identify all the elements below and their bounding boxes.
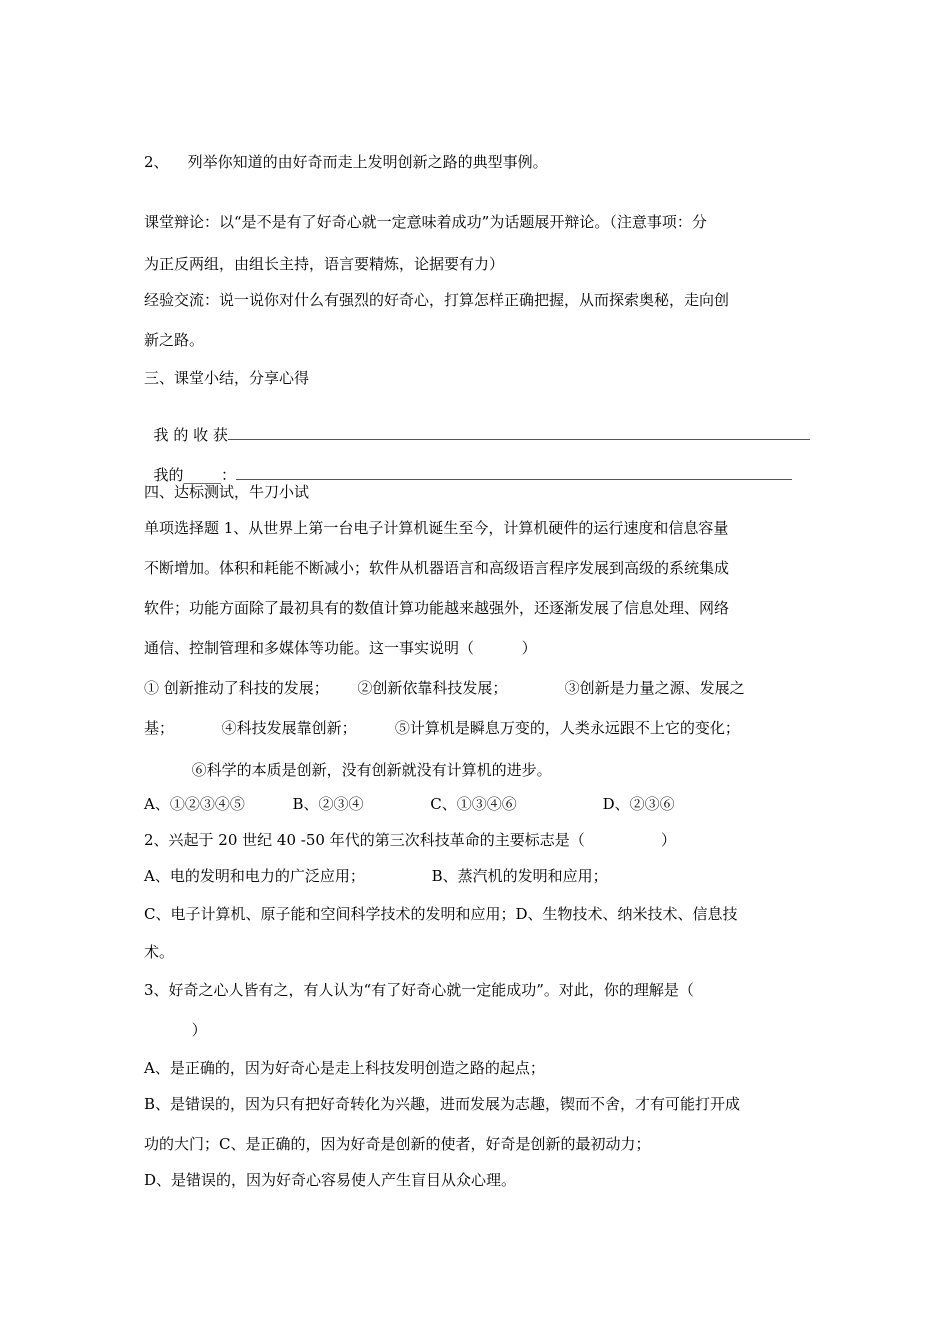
q1-line-1: 单项选择题 1、从世界上第一台电子计算机诞生至今，计算机硬件的运行速度和信息容量 xyxy=(144,519,729,537)
q1-statements-2: 基； ④科技发展靠创新； ⑤计算机是瞬息万变的，人类永远跟不上它的变化； xyxy=(144,719,740,737)
q3-option-b-2: 功的大门；C、是正确的，因为好奇是创新的使者，好奇是创新的最初动力； xyxy=(144,1135,651,1153)
my-answer-line[interactable] xyxy=(236,465,792,480)
q3-line-2: ） xyxy=(144,1021,207,1039)
q1-statements-1: ① 创新推动了科技的发展； ②创新依靠科技发展； ③创新是力量之源、发展之 xyxy=(144,679,745,697)
section-3-heading: 三、课堂小结，分享心得 xyxy=(144,369,310,387)
my-row xyxy=(144,445,792,485)
q3-option-b-1: B、是错误的，因为只有把好奇转化为兴趣，进而发展为志趣，锲而不舍，才有可能打开成 xyxy=(144,1095,741,1113)
q2-options-cd: C、电子计算机、原子能和空间科学技术的发明和应用；D、生物技术、纳米技术、信息技 xyxy=(144,905,738,923)
q3-line-1: 3、好奇之心人皆有之，有人认为“有了好奇心就一定能成功”。对此，你的理解是（ xyxy=(144,981,694,999)
q2-options-cd-2: 术。 xyxy=(144,943,175,961)
q1-line-3: 软件；功能方面除了最初具有的数值计算功能越来越强外，还逐渐发展了信息处理、网络 xyxy=(144,599,730,617)
section-4-heading: 四、达标测试，牛刀小试 xyxy=(144,483,310,501)
q1-statements-3: ⑥科学的本质是创新，没有创新就没有计算机的进步。 xyxy=(144,761,552,779)
q1-line-4: 通信、控制管理和多媒体等功能。这一事实说明（ ） xyxy=(144,639,537,657)
debate-line-1: 课堂辩论：以“是不是有了好奇心就一定意味着成功”为话题展开辩论。（注意事项：分 xyxy=(144,213,707,231)
q2-options-ab: A、电的发明和电力的广泛应用； B、蒸汽机的发明和应用； xyxy=(144,867,608,885)
q1-line-2: 不断增加。体积和耗能不断减小；软件从机器语言和高级语言程序发展到高级的系统集成 xyxy=(144,559,730,577)
gain-row xyxy=(144,405,810,445)
exchange-line-2: 新之路。 xyxy=(144,331,205,349)
debate-line-2: 为正反两组，由组长主持，语言要精炼，论据要有力） xyxy=(144,255,505,273)
q2-line-1: 2、兴起于 20 世纪 40 -50 年代的第三次科技革命的主要标志是（ ） xyxy=(144,831,677,849)
gain-label: 我 的 收 获 xyxy=(153,426,228,444)
q3-option-d: D、是错误的，因为好奇心容易使人产生盲目从众心理。 xyxy=(144,1171,517,1189)
q3-option-a: A、是正确的，因为好奇心是走上科技发明创造之路的起点； xyxy=(144,1059,545,1077)
gain-answer-line[interactable] xyxy=(228,425,810,440)
question-2-intro: 2、 列举你知道的由好奇而走上发明创新之路的典型事例。 xyxy=(144,153,548,171)
exchange-line-1: 经验交流：说一说你对什么有强烈的好奇心，打算怎样正确把握，从而探索奥秘，走向创 xyxy=(144,291,730,309)
q1-options: A、①②③④⑤ B、②③④ C、①③④⑥ D、②③⑥ xyxy=(144,795,675,813)
my-label: 我的_____： xyxy=(153,466,237,484)
